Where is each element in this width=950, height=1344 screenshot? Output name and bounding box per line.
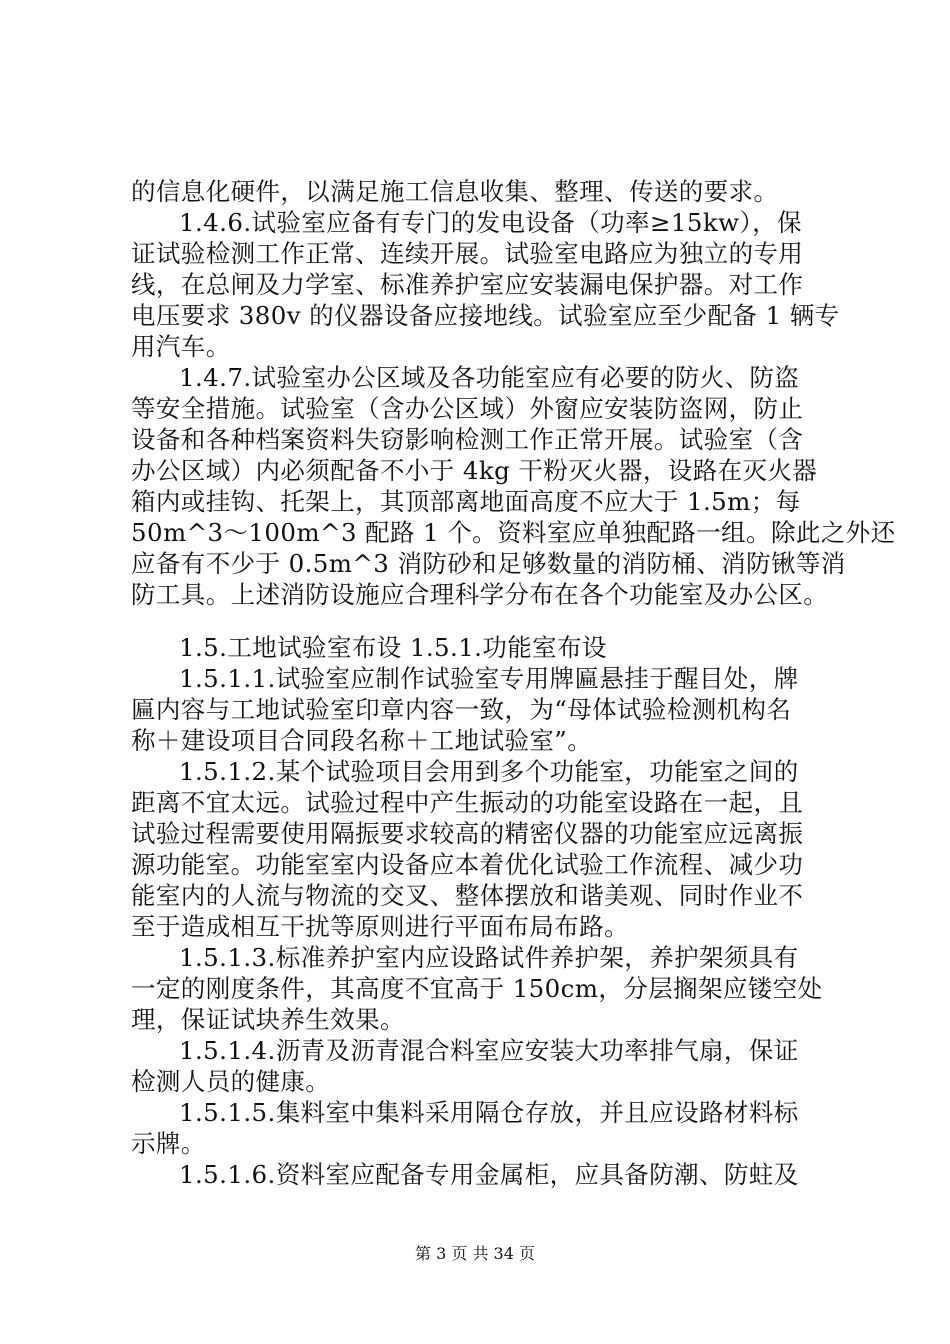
text-line: 检测人员的健康。 xyxy=(131,1067,331,1096)
text-line: 的信息化硬件，以满足施工信息收集、整理、传送的要求。 xyxy=(131,177,779,206)
text-line: 一定的刚度条件，其高度不宜高于 150cm，分层搁架应镂空处 xyxy=(131,974,823,1003)
text-line: 能室内的人流与物流的交叉、整体摆放和谐美观、同时作业不 xyxy=(131,881,804,910)
text-line: 用汽车。 xyxy=(131,332,231,361)
text-line: 1.4.6.试验室应备有专门的发电设备（功率≥15kw），保 xyxy=(179,208,802,237)
text-line: 等安全措施。试验室（含办公区域）外窗应安装防盗网，防止 xyxy=(131,394,804,423)
text-line: 箱内或挂钩、托架上，其顶部离地面高度不应大于 1.5m；每 xyxy=(131,487,801,516)
text-line: 证试验检测工作正常、连续开展。试验室电路应为独立的专用 xyxy=(131,239,804,268)
text-line: 至于造成相互干扰等原则进行平面布局布路。 xyxy=(131,912,629,941)
text-line: 称＋建设项目合同段名称＋工地试验室”。 xyxy=(131,726,593,755)
text-line: 50m^3～100m^3 配路 1 个。资料室应单独配路一组。除此之外还 xyxy=(131,518,896,547)
text-line: 1.5.1.4.沥青及沥青混合料室应安装大功率排气扇，保证 xyxy=(179,1036,799,1065)
text-line: 1.5.1.2.某个试验项目会用到多个功能室，功能室之间的 xyxy=(179,757,799,786)
text-line: 1.4.7.试验室办公区域及各功能室应有必要的防火、防盗 xyxy=(179,363,800,392)
text-line: 1.5.1.1.试验室应制作试验室专用牌匾悬挂于醒目处，牌 xyxy=(179,664,799,693)
text-line: 示牌。 xyxy=(131,1129,206,1158)
text-line: 距离不宜太远。试验过程中产生振动的功能室设路在一起，且 xyxy=(131,788,804,817)
text-line: 应备有不少于 0.5m^3 消防砂和足够数量的消防桶、消防锹等消 xyxy=(131,549,846,578)
text-line: 试验过程需要使用隔振要求较高的精密仪器的功能室应远离振 xyxy=(131,819,804,848)
text-line: 防工具。上述消防设施应合理科学分布在各个功能室及办公区。 xyxy=(131,580,829,609)
text-line: 1.5.1.6.资料室应配备专用金属柜，应具备防潮、防蛀及 xyxy=(179,1160,799,1189)
text-line: 理，保证试块养生效果。 xyxy=(131,1005,405,1034)
text-line: 匾内容与工地试验室印章内容一致，为“母体试验检测机构名 xyxy=(131,695,792,724)
text-line: 线，在总闸及力学室、标准养护室应安装漏电保护器。对工作 xyxy=(131,270,804,299)
text-line: 电压要求 380v 的仪器设备应接地线。试验室应至少配备 1 辆专 xyxy=(131,301,840,330)
text-line: 源功能室。功能室室内设备应本着优化试验工作流程、减少功 xyxy=(131,850,804,879)
text-line: 1.5.1.3.标准养护室内应设路试件养护架，养护架须具有 xyxy=(179,943,799,972)
text-line: 设备和各种档案资料失窃影响检测工作正常开展。试验室（含 xyxy=(131,425,804,454)
section-heading: 1.5.工地试验室布设 1.5.1.功能室布设 xyxy=(179,633,607,662)
page-footer: 第 3 页 共 34 页 xyxy=(415,1244,535,1263)
text-line: 办公区域）内必须配备不小于 4kg 干粉灭火器，设路在灭火器 xyxy=(131,456,818,485)
text-line: 1.5.1.5.集料室中集料采用隔仓存放，并且应设路材料标 xyxy=(179,1098,799,1127)
